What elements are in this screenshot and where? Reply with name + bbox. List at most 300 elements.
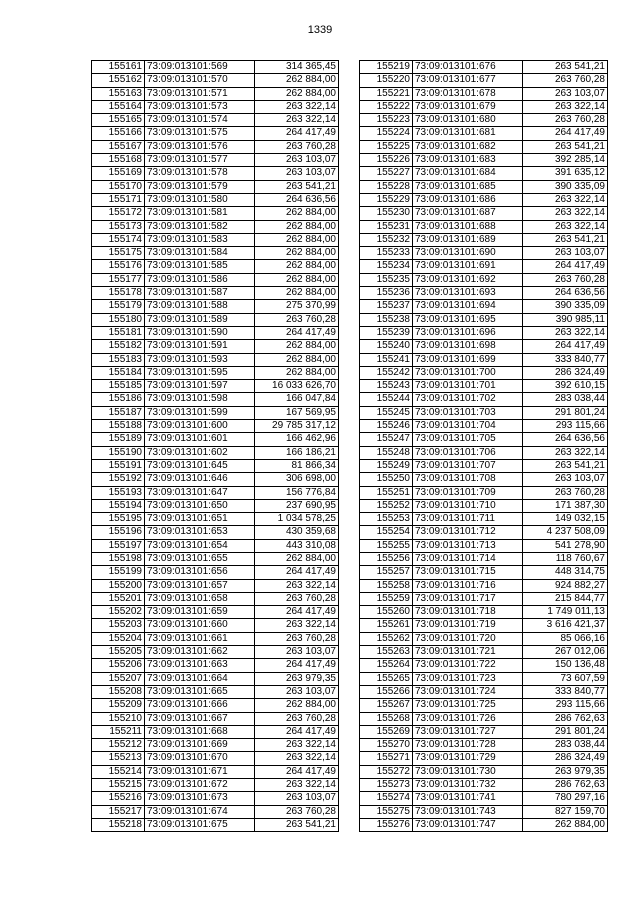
table-row [360,366,608,379]
cadastral-value: 263 541,21 [255,180,339,193]
table-row [92,646,339,659]
cadastral-value: 827 159,70 [523,805,608,818]
table-row [92,499,339,512]
cadastral-value: 291 801,24 [523,725,608,738]
row-number: 155197 [92,539,145,552]
row-number: 155169 [92,167,145,180]
row-number: 155170 [92,180,145,193]
table-row [92,779,339,792]
table-row [360,739,608,752]
row-number: 155179 [92,300,145,313]
cadastral-value: 166 462,96 [255,433,339,446]
row-number: 155176 [92,260,145,273]
cadastral-number: 73:09:013101:584 [145,247,255,260]
table-row [92,326,339,339]
cadastral-value: 286 762,63 [523,779,608,792]
table-row [360,220,608,233]
cadastral-number: 73:09:013101:669 [145,739,255,752]
cadastral-number: 73:09:013101:684 [413,167,523,180]
table-row [360,446,608,459]
row-number: 155187 [92,406,145,419]
row-number: 155167 [92,140,145,153]
row-number: 155275 [360,805,413,818]
cadastral-number: 73:09:013101:582 [145,220,255,233]
row-number: 155244 [360,393,413,406]
cadastral-number: 73:09:013101:583 [145,233,255,246]
row-number: 155267 [360,699,413,712]
table-row [360,619,608,632]
cadastral-number: 73:09:013101:741 [413,792,523,805]
cadastral-number: 73:09:013101:654 [145,539,255,552]
row-number: 155198 [92,552,145,565]
row-number: 155229 [360,193,413,206]
cadastral-number: 73:09:013101:672 [145,779,255,792]
table-row [360,459,608,472]
cadastral-number: 73:09:013101:673 [145,792,255,805]
cadastral-value: 150 136,48 [523,659,608,672]
row-number: 155276 [360,818,413,831]
row-number: 155180 [92,313,145,326]
row-number: 155220 [360,74,413,87]
table-row [360,193,608,206]
cadastral-number: 73:09:013101:712 [413,526,523,539]
cadastral-number: 73:09:013101:685 [413,180,523,193]
row-number: 155210 [92,712,145,725]
table-row [92,566,339,579]
cadastral-value: 264 417,49 [255,326,339,339]
row-number: 155202 [92,606,145,619]
cadastral-number: 73:09:013101:703 [413,406,523,419]
table-row [360,300,608,313]
cadastral-value: 4 237 508,09 [523,526,608,539]
cadastral-number: 73:09:013101:720 [413,632,523,645]
cadastral-number: 73:09:013101:716 [413,579,523,592]
cadastral-value: 263 322,14 [523,446,608,459]
table-row [360,539,608,552]
table-row [360,420,608,433]
cadastral-value: 263 322,14 [255,100,339,113]
cadastral-value: 392 610,15 [523,380,608,393]
row-number: 155208 [92,685,145,698]
cadastral-number: 73:09:013101:656 [145,566,255,579]
cadastral-value: 264 417,49 [255,566,339,579]
cadastral-number: 73:09:013101:595 [145,366,255,379]
table-row [360,287,608,300]
row-number: 155245 [360,406,413,419]
row-number: 155222 [360,100,413,113]
row-number: 155250 [360,473,413,486]
table-row [360,646,608,659]
cadastral-number: 73:09:013101:730 [413,765,523,778]
cadastral-value: 264 417,49 [523,340,608,353]
row-number: 155240 [360,340,413,353]
cadastral-number: 73:09:013101:667 [145,712,255,725]
cadastral-number: 73:09:013101:680 [413,114,523,127]
row-number: 155213 [92,752,145,765]
row-number: 155247 [360,433,413,446]
table-row [92,127,339,140]
cadastral-value: 392 285,14 [523,154,608,167]
cadastral-number: 73:09:013101:662 [145,646,255,659]
cadastral-value: 263 322,14 [255,114,339,127]
cadastral-number: 73:09:013101:683 [413,154,523,167]
cadastral-number: 73:09:013101:664 [145,672,255,685]
cadastral-value: 263 760,28 [255,805,339,818]
table-row [360,233,608,246]
cadastral-value: 263 322,14 [255,779,339,792]
cadastral-number: 73:09:013101:743 [413,805,523,818]
table-row [92,61,339,74]
row-number: 155258 [360,579,413,592]
table-row [360,526,608,539]
table-row [360,180,608,193]
table-row [360,486,608,499]
row-number: 155239 [360,326,413,339]
table-row [360,725,608,738]
cadastral-value: 166 186,21 [255,446,339,459]
table-row [360,380,608,393]
cadastral-number: 73:09:013101:728 [413,739,523,752]
cadastral-number: 73:09:013101:718 [413,606,523,619]
cadastral-value: 215 844,77 [523,592,608,605]
cadastral-number: 73:09:013101:710 [413,499,523,512]
cadastral-number: 73:09:013101:570 [145,74,255,87]
cadastral-value: 263 322,14 [523,207,608,220]
row-number: 155173 [92,220,145,233]
table-row [360,818,608,831]
cadastral-value: 286 324,49 [523,366,608,379]
cadastral-number: 73:09:013101:671 [145,765,255,778]
cadastral-value: 283 038,44 [523,739,608,752]
cadastral-value: 286 324,49 [523,752,608,765]
row-number: 155261 [360,619,413,632]
right-registry-table [359,60,608,832]
table-row [92,433,339,446]
cadastral-number: 73:09:013101:657 [145,579,255,592]
cadastral-number: 73:09:013101:699 [413,353,523,366]
table-row [360,672,608,685]
row-number: 155266 [360,685,413,698]
row-number: 155268 [360,712,413,725]
cadastral-number: 73:09:013101:682 [413,140,523,153]
cadastral-number: 73:09:013101:715 [413,566,523,579]
cadastral-value: 263 760,28 [255,313,339,326]
row-number: 155238 [360,313,413,326]
row-number: 155236 [360,287,413,300]
table-row [360,779,608,792]
cadastral-value: 263 322,14 [523,100,608,113]
row-number: 155186 [92,393,145,406]
row-number: 155201 [92,592,145,605]
row-number: 155178 [92,287,145,300]
row-number: 155165 [92,114,145,127]
cadastral-value: 263 760,28 [523,74,608,87]
table-row [92,114,339,127]
cadastral-value: 166 047,84 [255,393,339,406]
cadastral-value: 262 884,00 [255,247,339,260]
cadastral-number: 73:09:013101:723 [413,672,523,685]
cadastral-value: 263 103,07 [523,473,608,486]
cadastral-value: 291 801,24 [523,406,608,419]
row-number: 155271 [360,752,413,765]
row-number: 155232 [360,233,413,246]
cadastral-number: 73:09:013101:659 [145,606,255,619]
cadastral-number: 73:09:013101:706 [413,446,523,459]
table-row [92,699,339,712]
row-number: 155189 [92,433,145,446]
cadastral-value: 263 541,21 [523,459,608,472]
table-row [360,579,608,592]
table-row [92,619,339,632]
cadastral-number: 73:09:013101:650 [145,499,255,512]
cadastral-value: 263 322,14 [523,220,608,233]
cadastral-value: 275 370,99 [255,300,339,313]
cadastral-value: 262 884,00 [255,74,339,87]
row-number: 155242 [360,366,413,379]
cadastral-value: 263 103,07 [255,167,339,180]
row-number: 155211 [92,725,145,738]
row-number: 155162 [92,74,145,87]
cadastral-value: 263 103,07 [255,792,339,805]
cadastral-value: 264 417,49 [255,765,339,778]
table-row [92,233,339,246]
cadastral-value: 263 541,21 [255,818,339,831]
cadastral-number: 73:09:013101:709 [413,486,523,499]
cadastral-number: 73:09:013101:577 [145,154,255,167]
table-row [92,140,339,153]
table-row [92,340,339,353]
table-row [92,739,339,752]
table-row [92,74,339,87]
cadastral-number: 73:09:013101:661 [145,632,255,645]
cadastral-number: 73:09:013101:704 [413,420,523,433]
cadastral-number: 73:09:013101:655 [145,552,255,565]
row-number: 155252 [360,499,413,512]
row-number: 155216 [92,792,145,805]
table-row [92,818,339,831]
cadastral-value: 430 359,68 [255,526,339,539]
cadastral-number: 73:09:013101:705 [413,433,523,446]
row-number: 155191 [92,459,145,472]
cadastral-number: 73:09:013101:713 [413,539,523,552]
cadastral-value: 263 322,14 [255,739,339,752]
row-number: 155175 [92,247,145,260]
cadastral-number: 73:09:013101:670 [145,752,255,765]
row-number: 155225 [360,140,413,153]
row-number: 155188 [92,420,145,433]
cadastral-number: 73:09:013101:602 [145,446,255,459]
table-row [92,247,339,260]
cadastral-value: 264 417,49 [255,659,339,672]
row-number: 155163 [92,87,145,100]
cadastral-number: 73:09:013101:690 [413,247,523,260]
cadastral-value: 29 785 317,12 [255,420,339,433]
table-row [360,273,608,286]
table-row [360,513,608,526]
cadastral-number: 73:09:013101:717 [413,592,523,605]
table-row [92,260,339,273]
row-number: 155249 [360,459,413,472]
cadastral-value: 263 322,14 [255,752,339,765]
cadastral-number: 73:09:013101:708 [413,473,523,486]
cadastral-number: 73:09:013101:711 [413,513,523,526]
cadastral-number: 73:09:013101:587 [145,287,255,300]
table-row [92,366,339,379]
cadastral-number: 73:09:013101:691 [413,260,523,273]
table-row [92,446,339,459]
cadastral-number: 73:09:013101:597 [145,380,255,393]
table-row [92,100,339,113]
cadastral-value: 149 032,15 [523,513,608,526]
cadastral-value: 391 635,12 [523,167,608,180]
cadastral-value: 263 103,07 [523,87,608,100]
cadastral-number: 73:09:013101:653 [145,526,255,539]
table-row [92,313,339,326]
cadastral-value: 156 776,84 [255,486,339,499]
cadastral-value: 448 314,75 [523,566,608,579]
cadastral-value: 264 417,49 [523,260,608,273]
table-row [92,672,339,685]
table-row [360,499,608,512]
cadastral-value: 286 762,63 [523,712,608,725]
table-row [360,552,608,565]
row-number: 155166 [92,127,145,140]
row-number: 155228 [360,180,413,193]
row-number: 155209 [92,699,145,712]
row-number: 155273 [360,779,413,792]
table-row [360,167,608,180]
cadastral-value: 263 760,28 [255,140,339,153]
table-row [92,685,339,698]
table-row [92,353,339,366]
cadastral-value: 267 012,06 [523,646,608,659]
row-number: 155255 [360,539,413,552]
row-number: 155248 [360,446,413,459]
cadastral-value: 16 033 626,70 [255,380,339,393]
row-number: 155253 [360,513,413,526]
cadastral-number: 73:09:013101:677 [413,74,523,87]
cadastral-value: 262 884,00 [255,273,339,286]
row-number: 155174 [92,233,145,246]
cadastral-value: 264 636,56 [523,287,608,300]
row-number: 155231 [360,220,413,233]
cadastral-number: 73:09:013101:727 [413,725,523,738]
row-number: 155171 [92,193,145,206]
cadastral-number: 73:09:013101:590 [145,326,255,339]
row-number: 155172 [92,207,145,220]
cadastral-number: 73:09:013101:581 [145,207,255,220]
cadastral-number: 73:09:013101:707 [413,459,523,472]
cadastral-number: 73:09:013101:569 [145,61,255,74]
table-row [92,287,339,300]
cadastral-value: 263 322,14 [523,326,608,339]
cadastral-value: 262 884,00 [523,818,608,831]
table-row [92,792,339,805]
left-table-body [92,61,339,832]
table-row [92,154,339,167]
cadastral-number: 73:09:013101:701 [413,380,523,393]
table-row [360,566,608,579]
cadastral-value: 3 616 421,37 [523,619,608,632]
table-row [360,393,608,406]
table-row [92,526,339,539]
cadastral-number: 73:09:013101:695 [413,313,523,326]
row-number: 155237 [360,300,413,313]
table-row [92,380,339,393]
table-row [360,699,608,712]
cadastral-number: 73:09:013101:700 [413,366,523,379]
table-row [360,712,608,725]
cadastral-value: 293 115,66 [523,420,608,433]
table-row [360,792,608,805]
table-row [92,805,339,818]
cadastral-value: 262 884,00 [255,287,339,300]
cadastral-value: 263 760,28 [523,273,608,286]
cadastral-value: 171 387,30 [523,499,608,512]
table-row [360,61,608,74]
cadastral-value: 1 749 011,13 [523,606,608,619]
cadastral-value: 263 541,21 [523,233,608,246]
cadastral-value: 263 979,35 [255,672,339,685]
cadastral-number: 73:09:013101:646 [145,473,255,486]
row-number: 155207 [92,672,145,685]
left-registry-table [91,60,339,832]
row-number: 155218 [92,818,145,831]
cadastral-value: 283 038,44 [523,393,608,406]
row-number: 155164 [92,100,145,113]
table-row [92,193,339,206]
table-row [360,140,608,153]
cadastral-number: 73:09:013101:668 [145,725,255,738]
cadastral-number: 73:09:013101:698 [413,340,523,353]
cadastral-number: 73:09:013101:663 [145,659,255,672]
cadastral-number: 73:09:013101:676 [413,61,523,74]
cadastral-value: 333 840,77 [523,353,608,366]
cadastral-value: 167 569,95 [255,406,339,419]
cadastral-number: 73:09:013101:693 [413,287,523,300]
row-number: 155235 [360,273,413,286]
table-row [360,326,608,339]
row-number: 155243 [360,380,413,393]
row-number: 155241 [360,353,413,366]
table-row [92,207,339,220]
row-number: 155234 [360,260,413,273]
row-number: 155262 [360,632,413,645]
cadastral-value: 263 979,35 [523,765,608,778]
table-row [360,805,608,818]
cadastral-value: 390 335,09 [523,180,608,193]
cadastral-number: 73:09:013101:665 [145,685,255,698]
row-number: 155260 [360,606,413,619]
cadastral-number: 73:09:013101:696 [413,326,523,339]
table-row [92,87,339,100]
row-number: 155270 [360,739,413,752]
cadastral-number: 73:09:013101:674 [145,805,255,818]
row-number: 155246 [360,420,413,433]
table-row [92,420,339,433]
cadastral-value: 263 760,28 [523,486,608,499]
cadastral-number: 73:09:013101:681 [413,127,523,140]
table-row [92,473,339,486]
table-row [360,473,608,486]
cadastral-number: 73:09:013101:575 [145,127,255,140]
cadastral-value: 333 840,77 [523,685,608,698]
row-number: 155233 [360,247,413,260]
cadastral-number: 73:09:013101:721 [413,646,523,659]
table-row [92,539,339,552]
cadastral-value: 306 698,00 [255,473,339,486]
cadastral-number: 73:09:013101:591 [145,340,255,353]
